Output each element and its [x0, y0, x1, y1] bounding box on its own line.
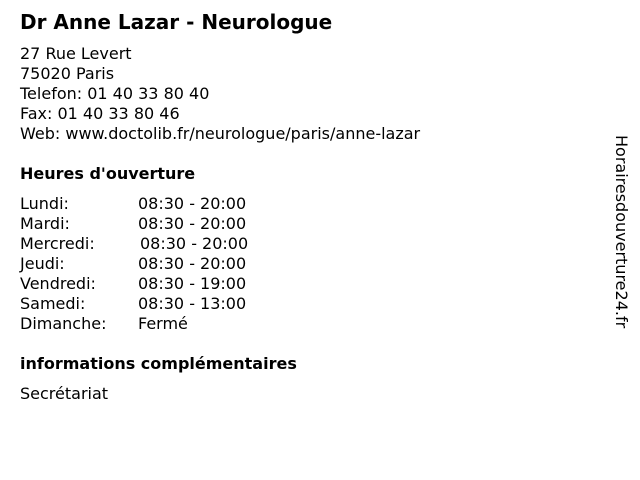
- day-label: Jeudi:: [20, 254, 65, 273]
- time-value: 08:30 - 20:00: [138, 214, 247, 233]
- contact-block: [20, 44, 420, 144]
- watermark: [611, 135, 631, 345]
- address-street: 27 Rue Levert: [20, 44, 132, 63]
- time-value: 08:30 - 13:00: [138, 294, 247, 313]
- opening-hours-table: [20, 194, 280, 334]
- additional-info-text: Secrétariat: [20, 384, 109, 403]
- phone-line: Telefon: 01 40 33 80 40: [20, 84, 210, 103]
- address-city: 75020 Paris: [20, 64, 115, 83]
- hours-row-monday: [20, 194, 280, 214]
- day-label: Dimanche:: [20, 314, 107, 333]
- page-title: Dr Anne Lazar - Neurologue: [20, 10, 333, 34]
- day-label: Mardi:: [20, 214, 70, 233]
- time-value: 08:30 - 20:00: [138, 194, 247, 213]
- opening-hours-heading: Heures d'ouverture: [20, 164, 196, 183]
- watermark-text: Horairesdouverture24.fr: [612, 135, 631, 329]
- fax-line: Fax: 01 40 33 80 46: [20, 104, 180, 123]
- time-value: Fermé: [138, 314, 188, 333]
- day-label: Samedi:: [20, 294, 86, 313]
- hours-row-saturday: [20, 294, 280, 314]
- time-value: 08:30 - 20:00: [138, 254, 247, 273]
- day-label: Lundi:: [20, 194, 69, 213]
- hours-row-wednesday: [20, 234, 280, 254]
- hours-row-tuesday: [20, 214, 280, 234]
- website-line: Web: www.doctolib.fr/neurologue/paris/anne-lazar: [20, 124, 421, 143]
- hours-row-sunday: [20, 314, 280, 334]
- hours-row-friday: [20, 274, 280, 294]
- time-value: 08:30 - 20:00: [140, 234, 249, 253]
- additional-info-heading: informations complémentaires: [20, 354, 297, 373]
- day-label: Mercredi:: [20, 234, 95, 253]
- time-value: 08:30 - 19:00: [138, 274, 247, 293]
- hours-row-thursday: [20, 254, 280, 274]
- day-label: Vendredi:: [20, 274, 96, 293]
